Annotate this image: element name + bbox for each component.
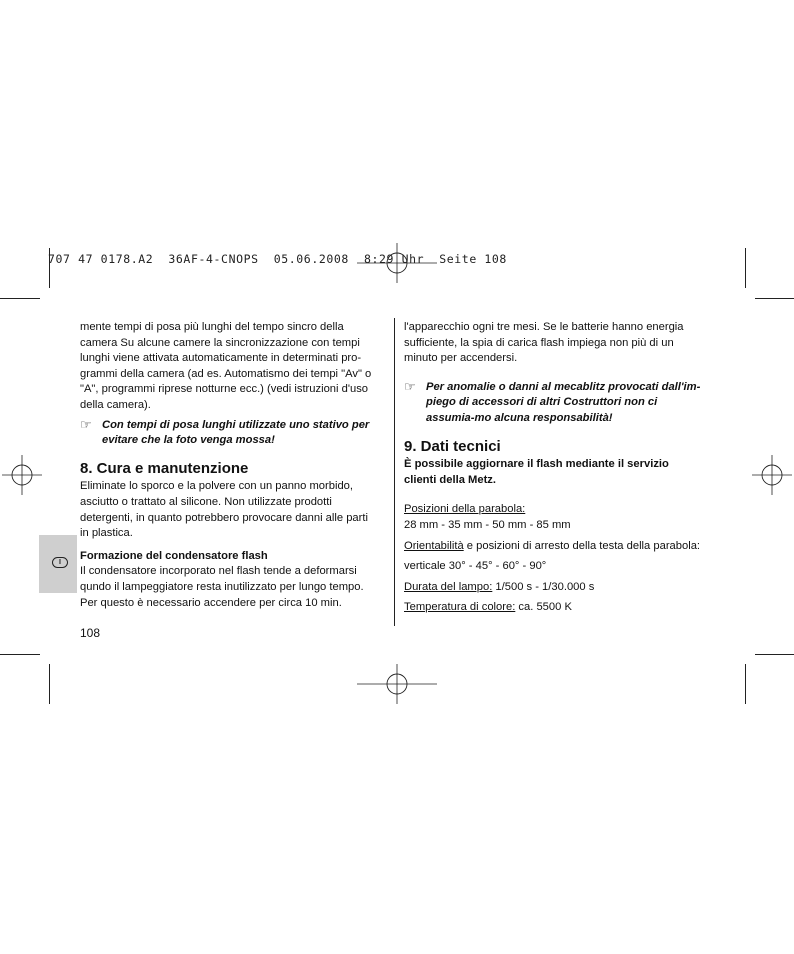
spec-4 bbox=[404, 600, 704, 616]
right-column bbox=[404, 320, 704, 616]
spec-2-value: verticale 30° - 45° - 60° - 90° bbox=[404, 560, 547, 573]
bold-line-metz: È possibile aggiornare il flash mediante il servizio clienti della Metz. bbox=[404, 458, 669, 486]
right-note-text: Per anomalie o danni al mecablitz provocati dall'im-piego di accessori di altri Costruttori non ci assumia-mo alcuna responsabilità! bbox=[426, 380, 701, 424]
left-note bbox=[80, 418, 372, 449]
right-intro: l'apparecchio ogni tre mesi. Se le batterie hanno energia sufficiente, la spia di carica flash impiega non più di un minuto per accendersi. bbox=[404, 321, 684, 365]
spec-3-label: Durata del lampo: bbox=[404, 580, 493, 593]
spec-3-value: 1/500 s - 1/30.000 s bbox=[492, 580, 595, 593]
spec-4-value: ca. 5500 K bbox=[515, 601, 572, 614]
crop-mark bbox=[755, 298, 794, 299]
page-number: 108 bbox=[80, 626, 101, 640]
spec-1-value: 28 mm - 35 mm - 50 mm - 85 mm bbox=[404, 518, 571, 531]
spec-2-rest: e posizioni di arresto della testa della parabola: bbox=[463, 539, 701, 552]
column-divider bbox=[394, 318, 395, 626]
sub-body-condensatore: Il condensatore incorporato nel flash tende a deformarsi qundo il lampeggiatore resta inutilizzato per lungo tempo. Per questo è necessario accendere per circa 10 min. bbox=[80, 565, 364, 609]
left-column bbox=[80, 320, 372, 611]
right-note bbox=[404, 380, 704, 427]
spec-1 bbox=[404, 502, 704, 518]
crop-mark bbox=[0, 654, 40, 655]
spec-1-label: Posizioni della parabola: bbox=[404, 503, 526, 516]
crop-mark bbox=[755, 654, 794, 655]
spec-2-label: Orientabilità bbox=[404, 539, 464, 552]
crop-mark bbox=[745, 664, 746, 704]
registration-mark-bottom bbox=[357, 664, 437, 704]
spec-2 bbox=[404, 539, 704, 555]
registration-mark-right bbox=[752, 455, 792, 495]
sub-title-condensatore: Formazione del condensatore flash bbox=[80, 549, 268, 562]
section-body-cura: Eliminate lo sporco e la polvere con un panno morbido, asciutto o trattato al silicone. Non utilizzate prodotti detergenti, in quanto potrebbero provocare danni alle parti in plastica. bbox=[80, 480, 368, 540]
pointing-hand-icon: ☞ bbox=[404, 378, 416, 394]
left-note-text: Con tempi di posa lunghi utilizzate uno stativo per evitare che la foto venga mossa! bbox=[102, 418, 370, 447]
crop-mark bbox=[49, 664, 50, 704]
pointing-hand-icon: ☞ bbox=[80, 416, 92, 432]
section-title-cura: 8. Cura e manutenzione bbox=[80, 459, 249, 477]
print-header: 707 47 0178.A2 36AF-4-CNOPS 05.06.2008 8:29 Uhr Seite 108 bbox=[48, 252, 507, 266]
left-intro: mente tempi di posa più lunghi del tempo sincro della camera Su alcune camere la sincronizzazione con tempi lunghi viene attivata automaticamente in determinati pro-grammi della camera (ad es. Automatismo dei tempi "Av" o "A", programmi riprese notturne ecc.) (vedi istruzioni d'uso della camera). bbox=[80, 321, 372, 411]
language-tab-label: I bbox=[52, 557, 68, 568]
spec-4-label: Temperatura di colore: bbox=[404, 601, 516, 614]
section-title-dati: 9. Dati tecnici bbox=[404, 437, 501, 455]
spec-3 bbox=[404, 580, 704, 596]
crop-mark bbox=[0, 298, 40, 299]
registration-mark-left bbox=[2, 455, 42, 495]
crop-mark bbox=[745, 248, 746, 288]
